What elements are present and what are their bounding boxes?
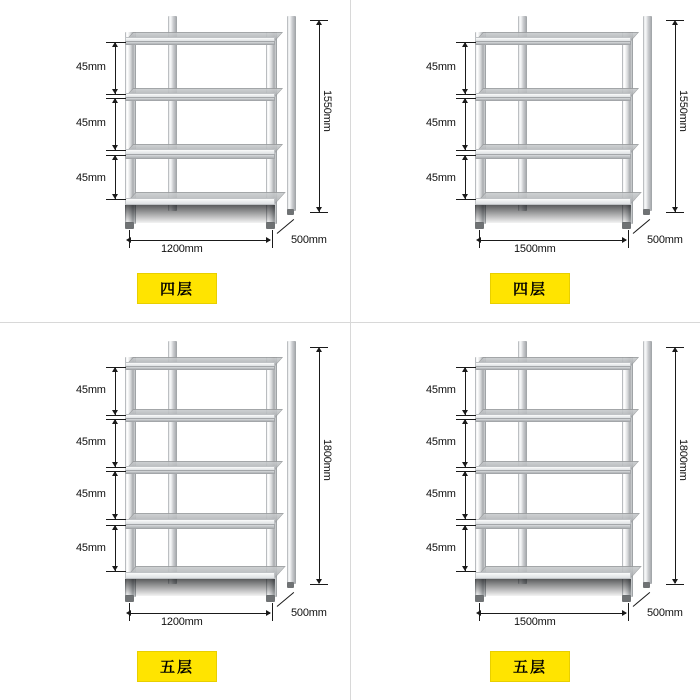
- gap-label-3-2: 45mm: [76, 436, 106, 448]
- shelf-face-1-1: [125, 41, 275, 45]
- height-tick-3b: [310, 584, 328, 585]
- gap-label-3-3: 45mm: [76, 488, 106, 500]
- gap-line-4-4: [465, 525, 466, 571]
- height-label-4: 1800mm: [677, 439, 689, 481]
- bottom-shadow-3: [125, 579, 275, 596]
- tier-badge-4: 五层: [490, 651, 570, 682]
- tier-badge-2: 四层: [490, 273, 570, 304]
- width-label-2: 1500mm: [514, 243, 556, 255]
- shelf-face-2-2: [475, 97, 631, 101]
- height-line-2: [675, 22, 676, 212]
- gap-label-1-1: 45mm: [76, 61, 106, 73]
- width-tick-2a: [479, 230, 480, 248]
- gap-label-1-3: 45mm: [76, 172, 106, 184]
- height-label-2: 1550mm: [677, 90, 689, 132]
- panel-4tier-1200: [0, 0, 350, 322]
- post-front-left-4: [475, 357, 486, 597]
- height-line-4: [675, 349, 676, 583]
- width-tick-1b: [272, 230, 273, 248]
- height-tick-3a: [310, 347, 328, 348]
- depth-line-1: [277, 219, 294, 234]
- gap-line-2-1: [465, 42, 466, 94]
- foot-front-right-2: [622, 222, 631, 229]
- height-label-1: 1550mm: [321, 90, 333, 132]
- width-arrow-right-3: [266, 610, 271, 616]
- height-tick-1a: [310, 20, 328, 21]
- foot-front-left-2: [475, 222, 484, 229]
- width-arrow-right-1: [266, 237, 271, 243]
- height-tick-2b: [666, 212, 684, 213]
- gap-line-2-3: [465, 155, 466, 199]
- panel-5tier-1200: [0, 323, 350, 700]
- shelf-face-4-4: [475, 524, 631, 529]
- post-back-right-3: [287, 341, 296, 584]
- gap-tick-3-2b: [106, 467, 126, 468]
- gap-tick-2-1b: [456, 94, 476, 95]
- panel-4tier-1500: [350, 0, 700, 322]
- shelf-face-2-1: [475, 41, 631, 45]
- gap-line-1-1: [115, 42, 116, 94]
- shelf-face-1-2: [125, 97, 275, 101]
- height-tick-1b: [310, 212, 328, 213]
- shelf-board-2-4: [475, 198, 631, 205]
- foot-front-right-3: [266, 595, 275, 602]
- gap-tick-4-1a: [456, 367, 476, 368]
- shelf-face-3-1: [125, 366, 275, 370]
- height-tick-4a: [666, 347, 684, 348]
- depth-line-2: [633, 219, 650, 234]
- gap-tick-2-2a: [456, 98, 476, 99]
- gap-tick-3-3b: [106, 519, 126, 520]
- gap-line-3-1: [115, 367, 116, 415]
- foot-front-right-4: [622, 595, 631, 602]
- gap-line-2-2: [465, 98, 466, 150]
- foot-front-left-1: [125, 222, 134, 229]
- foot-back-right-1: [287, 209, 294, 215]
- gap-tick-3-1a: [106, 367, 126, 368]
- shelf-face-2-3: [475, 154, 631, 159]
- shelf-board-3-5: [125, 572, 275, 579]
- gap-label-4-4: 45mm: [426, 542, 456, 554]
- shelf-face-4-3: [475, 470, 631, 474]
- foot-front-right-1: [266, 222, 275, 229]
- depth-line-3: [277, 592, 294, 607]
- gap-label-3-4: 45mm: [76, 542, 106, 554]
- shelf-face-1-3: [125, 154, 275, 159]
- depth-line-4: [633, 592, 650, 607]
- gap-tick-1-2a: [106, 98, 126, 99]
- shelf-face-3-3: [125, 470, 275, 474]
- width-tick-2b: [628, 230, 629, 248]
- shelf-illustration-3: [0, 323, 350, 700]
- gap-tick-2-2b: [456, 150, 476, 151]
- post-back-left-1: [168, 16, 177, 211]
- gap-tick-1-2b: [106, 150, 126, 151]
- gap-line-3-2: [115, 419, 116, 467]
- gap-line-3-3: [115, 471, 116, 519]
- width-arrow-right-2: [622, 237, 627, 243]
- foot-back-right-4: [643, 582, 650, 588]
- shelf-face-4-2: [475, 418, 631, 422]
- width-line-3: [130, 613, 270, 614]
- tier-badge-1: 四层: [137, 273, 217, 304]
- shelf-board-4-5: [475, 572, 631, 579]
- tier-badge-3: 五层: [137, 651, 217, 682]
- foot-back-right-2: [643, 209, 650, 215]
- bottom-shadow-1: [125, 205, 275, 223]
- bottom-shadow-4: [475, 579, 631, 596]
- gap-line-1-2: [115, 98, 116, 150]
- shelf-face-3-2: [125, 418, 275, 422]
- width-tick-3b: [272, 603, 273, 621]
- gap-tick-2-1a: [456, 42, 476, 43]
- gap-tick-1-3b: [106, 199, 126, 200]
- gap-tick-4-4a: [456, 525, 476, 526]
- gap-label-2-3: 45mm: [426, 172, 456, 184]
- gap-line-3-4: [115, 525, 116, 571]
- gap-tick-4-3a: [456, 471, 476, 472]
- shelf-illustration-2: [350, 0, 700, 322]
- gap-tick-3-3a: [106, 471, 126, 472]
- depth-label-2: 500mm: [647, 234, 683, 246]
- gap-tick-3-2a: [106, 419, 126, 420]
- panel-5tier-1500: [350, 323, 700, 700]
- height-tick-2a: [666, 20, 684, 21]
- depth-label-3: 500mm: [291, 607, 327, 619]
- gap-tick-4-1b: [456, 415, 476, 416]
- post-front-left-3: [125, 357, 136, 597]
- shelf-board-1-4: [125, 198, 275, 205]
- gap-line-4-3: [465, 471, 466, 519]
- gap-label-4-1: 45mm: [426, 384, 456, 396]
- height-label-3: 1800mm: [321, 439, 333, 481]
- foot-front-left-4: [475, 595, 484, 602]
- gap-label-2-2: 45mm: [426, 117, 456, 129]
- gap-label-4-3: 45mm: [426, 488, 456, 500]
- gap-tick-3-1b: [106, 415, 126, 416]
- gap-tick-4-2a: [456, 419, 476, 420]
- shelf-illustration-1: [0, 0, 350, 322]
- gap-label-1-2: 45mm: [76, 117, 106, 129]
- gap-tick-2-3a: [456, 155, 476, 156]
- shelf-illustration-4: [350, 323, 700, 700]
- gap-tick-3-4b: [106, 571, 126, 572]
- width-label-3: 1200mm: [161, 616, 203, 628]
- width-tick-4a: [479, 603, 480, 621]
- bottom-shadow-2: [475, 205, 631, 223]
- gap-label-2-1: 45mm: [426, 61, 456, 73]
- gap-tick-4-3b: [456, 519, 476, 520]
- gap-tick-1-3a: [106, 155, 126, 156]
- width-line-2: [480, 240, 626, 241]
- depth-label-1: 500mm: [291, 234, 327, 246]
- foot-back-right-3: [287, 582, 294, 588]
- gap-label-3-1: 45mm: [76, 384, 106, 396]
- height-line-3: [319, 349, 320, 583]
- height-line-1: [319, 22, 320, 212]
- gap-tick-2-3b: [456, 199, 476, 200]
- gap-tick-1-1a: [106, 42, 126, 43]
- post-back-left-2: [518, 16, 527, 211]
- width-tick-1a: [129, 230, 130, 248]
- width-label-4: 1500mm: [514, 616, 556, 628]
- gap-label-4-2: 45mm: [426, 436, 456, 448]
- gap-line-4-2: [465, 419, 466, 467]
- post-front-right-4: [622, 357, 633, 597]
- width-line-4: [480, 613, 626, 614]
- gap-tick-3-4a: [106, 525, 126, 526]
- width-label-1: 1200mm: [161, 243, 203, 255]
- width-tick-3a: [129, 603, 130, 621]
- shelf-face-3-4: [125, 524, 275, 529]
- gap-line-4-1: [465, 367, 466, 415]
- post-back-right-4: [643, 341, 652, 584]
- width-tick-4b: [628, 603, 629, 621]
- width-line-1: [130, 240, 270, 241]
- gap-line-1-3: [115, 155, 116, 199]
- height-tick-4b: [666, 584, 684, 585]
- shelf-face-4-1: [475, 366, 631, 370]
- gap-tick-1-1b: [106, 94, 126, 95]
- depth-label-4: 500mm: [647, 607, 683, 619]
- gap-tick-4-4b: [456, 571, 476, 572]
- post-back-right-1: [287, 16, 296, 211]
- post-front-right-3: [266, 357, 277, 597]
- post-back-right-2: [643, 16, 652, 211]
- width-arrow-right-4: [622, 610, 627, 616]
- gap-tick-4-2b: [456, 467, 476, 468]
- foot-front-left-3: [125, 595, 134, 602]
